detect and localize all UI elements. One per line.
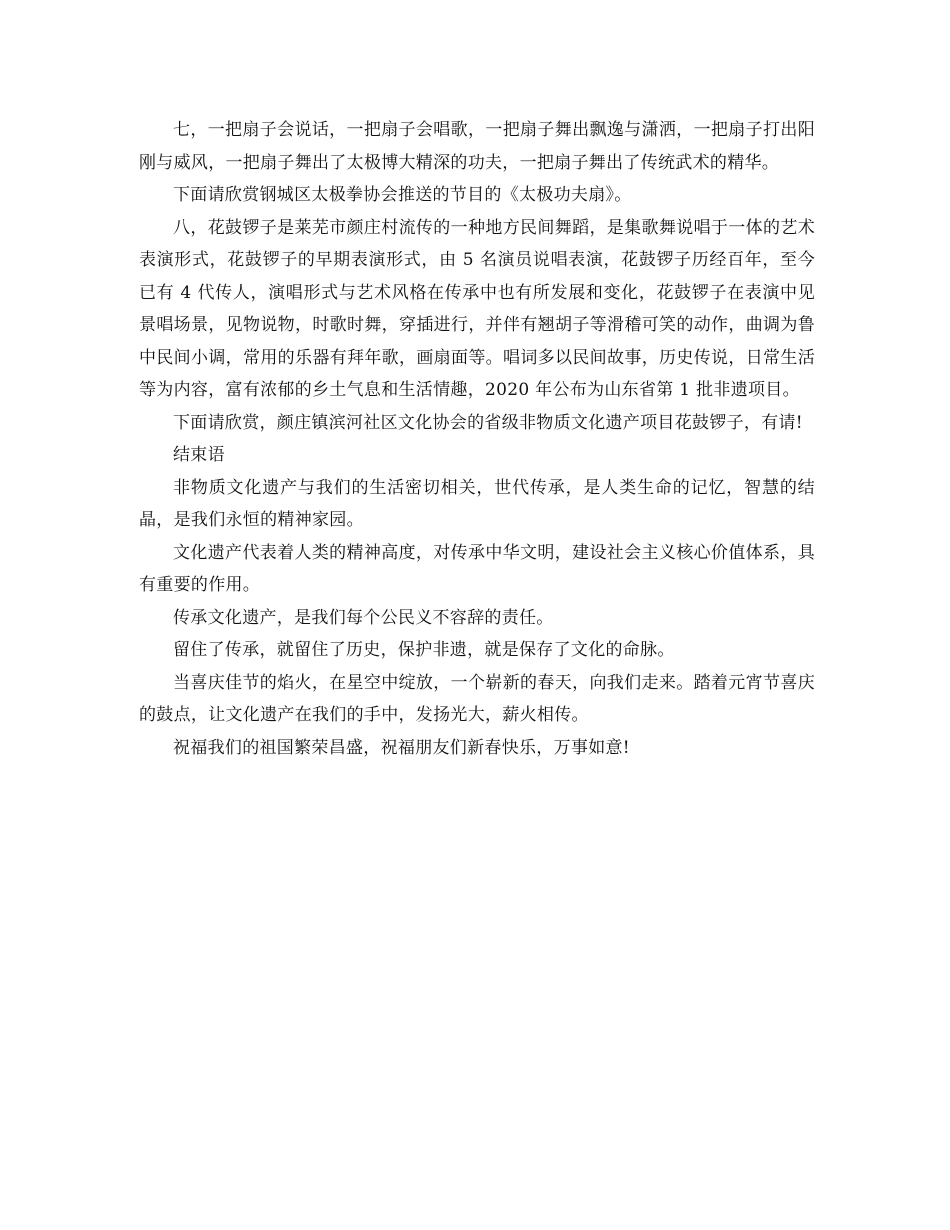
paragraph-huagu-introduction: 下面请欣赏，颜庄镇滨河社区文化协会的省级非物质文化遗产项目花鼓锣子，有请!: [173, 412, 803, 433]
paragraph-blessing: 祝福我们的祖国繁荣昌盛，祝福朋友们新春快乐，万事如意!: [173, 737, 630, 758]
paragraph-fan-introduction: 下面请欣赏钢城区太极拳协会推送的节目的《太极功夫扇》。: [173, 185, 632, 205]
document-body: [139, 114, 815, 764]
paragraph-closing-1: 非物质文化遗产与我们的生活密切相关，世代传承，是人类生命的记忆，智慧的结晶，是我们永恒的精神家园。: [139, 477, 815, 530]
paragraph-closing-3: 传承文化遗产，是我们每个公民义不容辞的责任。: [173, 607, 554, 628]
paragraph-closing-5: 当喜庆佳节的焰火，在星空中绽放，一个崭新的春天，向我们走来。踏着元宵节喜庆的鼓点，让文化遗产在我们的手中，发扬光大，薪火相传。: [139, 672, 815, 725]
section-heading-closing: 结束语: [173, 445, 225, 465]
paragraph-closing-4: 留住了传承，就留住了历史，保护非遗，就是保存了文化的命脉。: [173, 640, 675, 660]
paragraph-huagu-luozi: 八，花鼓锣子是莱芜市颜庄村流传的一种地方民间舞蹈，是集歌舞说唱于一体的艺术表演形式，花鼓锣子的早期表演形式，由 5 名演员说唱表演，花鼓锣子历经百年，至今已有 4 代传人，演唱形式与艺术风格在传承中也有所发展和变化，花鼓锣子在表演中见景唱场景，见物说物，时歌时舞，穿插进行，并伴有翘胡子等滑稽可笑的动作，曲调为鲁中民间小调，常用的乐器有拜年歌，画扇面等。唱词多以民间故事，历史传说，日常生活等为内容，富有浓郁的乡土气息和生活情趣，2020 年公布为山东省第 1 批非遗项目。: [139, 217, 815, 400]
paragraph-closing-2: 文化遗产代表着人类的精神高度，对传承中华文明，建设社会主义核心价值体系，具有重要的作用。: [139, 542, 815, 595]
paragraph-fan-performance: 七，一把扇子会说话，一把扇子会唱歌，一把扇子舞出飘逸与潇洒，一把扇子打出阳刚与威风，一把扇子舞出了太极博大精深的功夫，一把扇子舞出了传统武术的精华。: [139, 120, 815, 173]
